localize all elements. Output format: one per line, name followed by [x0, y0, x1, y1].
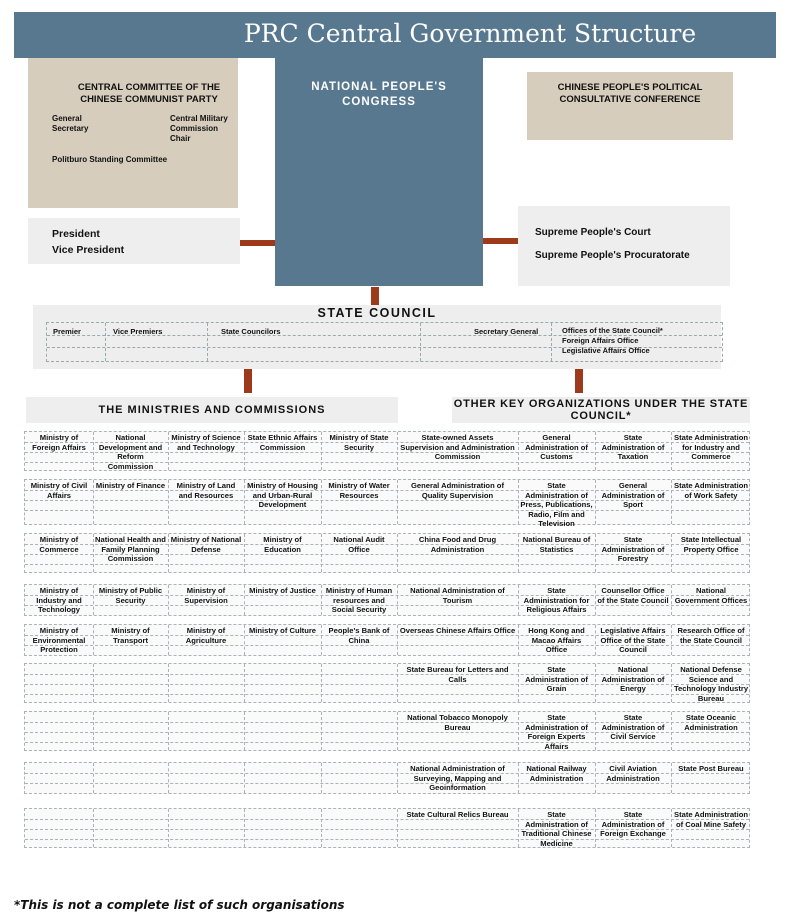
grid-col-line	[321, 664, 322, 702]
grid-col-line	[518, 585, 519, 615]
grid-col-line	[244, 809, 245, 847]
sc-secretary-general-label: Secretary General	[474, 327, 539, 336]
organization-cell: State Intellectual Property Office	[680, 535, 742, 554]
grid-col-line	[168, 712, 169, 750]
grid-row-line	[25, 564, 749, 565]
cmc-chair-label: Central Military Commission Chair	[170, 114, 228, 143]
ministry-cell: Ministry of Justice	[249, 586, 316, 595]
grid-col-line	[595, 432, 596, 470]
organization-cell: State Administration of Coal Mine Safety	[674, 810, 748, 829]
grid-col-line	[93, 432, 94, 470]
grid-col-line	[518, 664, 519, 702]
grid-col-line	[244, 625, 245, 655]
ministry-cell: Ministry of Education	[263, 535, 302, 554]
grid-col-line	[397, 585, 398, 615]
grid-col-line	[244, 763, 245, 793]
footnote: *This is not a complete list of such organisations	[14, 898, 345, 912]
grid-col-line	[321, 763, 322, 793]
organization-cell: State Administration of Traditional Chinese Medicine	[521, 810, 592, 848]
organization-cell: Civil Aviation Administration	[606, 764, 660, 783]
grid-col-line	[321, 480, 322, 524]
grid-col-line	[397, 712, 398, 750]
grid-col-line	[244, 712, 245, 750]
grid-row-line	[25, 742, 749, 743]
grid-col-line	[168, 534, 169, 572]
organization-cell: State Cultural Relics Bureau	[406, 810, 509, 819]
connector-president-npc	[240, 240, 275, 246]
ministry-cell: Ministry of Agriculture	[185, 626, 227, 645]
organization-cell: National Administration of Energy	[601, 665, 665, 694]
grid-col-line	[397, 809, 398, 847]
vice-president-label: Vice President	[52, 244, 125, 256]
grid-col-line	[168, 664, 169, 702]
organization-cell: State Administration of Taxation	[601, 433, 665, 462]
org-group	[24, 479, 750, 529]
ministry-cell: Ministry of National Defense	[170, 535, 242, 554]
grid-col-line	[168, 625, 169, 655]
organization-cell: National Government Offices	[674, 586, 748, 605]
organization-cell: China Food and Drug Administration	[418, 535, 497, 554]
grid-col-line	[397, 763, 398, 793]
grid-col-line	[397, 480, 398, 524]
ministry-cell: Ministry of Civil Affairs	[30, 481, 88, 500]
organization-cell: State Bureau for Letters and Calls	[406, 665, 509, 684]
ministry-cell: Ministry of Finance	[95, 481, 166, 490]
grid-col-line	[93, 763, 94, 793]
ministry-cell: National Health and Family Planning Commission	[95, 535, 166, 564]
psc-label: Politburo Standing Committee	[52, 155, 168, 164]
ministry-cell: National Audit Office	[333, 535, 385, 554]
ministry-cell: Ministry of Public Security	[98, 586, 163, 605]
grid-col-line	[321, 809, 322, 847]
grid-col-line	[671, 480, 672, 524]
grid-col-line	[518, 712, 519, 750]
ccp-title: CENTRAL COMMITTEE OF THE CHINESE COMMUNIST PARTY	[77, 82, 221, 105]
organization-cell: State Administration of Work Safety	[674, 481, 748, 500]
grid-col-line	[168, 480, 169, 524]
ministry-cell: Ministry of Human resources and Social Security	[325, 586, 393, 615]
grid-col-line	[397, 664, 398, 702]
organization-cell: National Defense Science and Technology Industry Bureau	[673, 665, 749, 703]
org-group	[24, 808, 750, 848]
organization-cell: State Administration for Religious Affairs	[523, 586, 590, 615]
grid-col-line	[595, 763, 596, 793]
grid-col-line	[168, 432, 169, 470]
organization-cell: State Post Bureau	[678, 764, 744, 773]
procuratorate-label: Supreme People's Procuratorate	[535, 250, 690, 261]
sc-col-divider	[207, 323, 208, 361]
organization-cell: Legislative Affairs Office of the State Council	[600, 626, 666, 655]
ministry-cell: People's Bank of China	[328, 626, 390, 645]
org-group	[24, 584, 750, 616]
ministry-cell: Ministry of Commerce	[39, 535, 79, 554]
organization-cell: Research Office of the State Council	[677, 626, 745, 645]
grid-col-line	[321, 534, 322, 572]
sc-vice-premiers-label: Vice Premiers	[113, 327, 163, 336]
grid-col-line	[93, 712, 94, 750]
sc-col-divider	[420, 323, 421, 361]
grid-col-line	[671, 625, 672, 655]
grid-col-line	[321, 585, 322, 615]
grid-col-line	[671, 712, 672, 750]
organization-cell: General Administration of Quality Supervision	[411, 481, 504, 500]
supreme-court-label: Supreme People's Court	[535, 227, 651, 238]
organization-cell: Hong Kong and Macao Affairs Office	[528, 626, 585, 655]
sc-foreign-affairs-office: Foreign Affairs Office	[562, 336, 639, 345]
grid-col-line	[168, 809, 169, 847]
organization-cell: General Administration of Sport	[601, 481, 665, 510]
grid-col-line	[93, 809, 94, 847]
ministry-cell: Ministry of Environmental Protection	[32, 626, 86, 655]
page-title: PRC Central Government Structure	[243, 19, 697, 48]
organization-cell: National Administration of Tourism	[410, 586, 505, 605]
org-group	[24, 431, 750, 471]
president-box	[28, 218, 240, 264]
organization-cell: National Administration of Surveying, Mapping and Geoinformation	[410, 764, 505, 793]
organization-cell: State Administration of Civil Service	[601, 713, 665, 742]
grid-col-line	[244, 534, 245, 572]
state-council-table	[46, 322, 723, 362]
grid-row-line	[25, 839, 749, 840]
org-group	[24, 533, 750, 573]
grid-row-line	[25, 510, 749, 511]
ministry-cell: Ministry of Supervision	[184, 586, 228, 605]
grid-col-line	[321, 625, 322, 655]
org-group	[24, 624, 750, 656]
grid-col-line	[397, 432, 398, 470]
grid-col-line	[397, 625, 398, 655]
grid-col-line	[518, 763, 519, 793]
grid-col-line	[244, 585, 245, 615]
grid-col-line	[397, 534, 398, 572]
grid-col-line	[321, 712, 322, 750]
grid-col-line	[244, 664, 245, 702]
ministry-cell: Ministry of Culture	[248, 626, 317, 635]
npc-label: NATIONAL PEOPLE'S CONGRESS	[311, 81, 447, 108]
organization-cell: State-owned Assets Supervision and Administration Commission	[400, 433, 515, 462]
grid-row-line	[25, 694, 749, 695]
sc-premier-label: Premier	[53, 327, 81, 336]
organization-cell: National Tobacco Monopoly Bureau	[407, 713, 508, 732]
organization-cell: State Administration of Foreign Exchange	[600, 810, 666, 839]
ministry-cell: Ministry of Water Resources	[328, 481, 390, 500]
others-header: OTHER KEY ORGANIZATIONS UNDER THE STATE COUNCIL*	[453, 398, 749, 422]
ministry-cell: Ministry of Housing and Urban-Rural Development	[247, 481, 318, 510]
grid-col-line	[595, 809, 596, 847]
organization-cell: State Administration of Grain	[525, 665, 588, 694]
ministry-cell: Ministry of Transport	[111, 626, 150, 645]
organization-cell: State Oceanic Administration	[684, 713, 738, 732]
sc-col-divider	[551, 323, 552, 361]
grid-col-line	[671, 809, 672, 847]
grid-col-line	[518, 432, 519, 470]
grid-col-line	[244, 480, 245, 524]
grid-col-line	[595, 625, 596, 655]
grid-col-line	[671, 534, 672, 572]
organization-cell: Counsellor Office of the State Council	[597, 586, 669, 605]
org-group	[24, 762, 750, 794]
grid-col-line	[321, 432, 322, 470]
org-group	[24, 711, 750, 751]
ministry-cell: Ministry of State Security	[329, 433, 389, 452]
courts-box	[518, 206, 730, 286]
grid-col-line	[595, 664, 596, 702]
grid-col-line	[168, 585, 169, 615]
grid-col-line	[93, 664, 94, 702]
ministry-cell: Ministry of Land and Resources	[176, 481, 236, 500]
grid-col-line	[518, 625, 519, 655]
sc-col-divider	[105, 323, 106, 361]
grid-col-line	[168, 763, 169, 793]
connector-npc-statecouncil	[371, 287, 379, 305]
grid-col-line	[595, 585, 596, 615]
sc-legislative-affairs-office: Legislative Affairs Office	[562, 346, 650, 355]
organization-cell: General Administration of Customs	[525, 433, 588, 462]
organization-cell: State Administration of Press, Publications, Radio, Film and Television	[520, 481, 593, 529]
organization-cell: National Railway Administration	[526, 764, 587, 783]
grid-col-line	[595, 712, 596, 750]
org-group	[24, 663, 750, 703]
grid-col-line	[671, 585, 672, 615]
ministry-cell: Ministry of Science and Technology	[171, 433, 241, 452]
ministry-cell: National Development and Reform Commission	[98, 433, 163, 471]
connector-sc-others	[575, 369, 583, 393]
ministry-cell: Ministry of Foreign Affairs	[32, 433, 86, 452]
connector-sc-ministries	[244, 369, 252, 393]
grid-col-line	[518, 480, 519, 524]
ministry-cell: Ministry of Industry and Technology	[36, 586, 82, 615]
grid-col-line	[671, 432, 672, 470]
grid-col-line	[595, 480, 596, 524]
grid-col-line	[518, 809, 519, 847]
organization-cell: National Bureau of Statistics	[522, 535, 591, 554]
grid-col-line	[671, 664, 672, 702]
organization-cell: State Administration of Foreign Experts Affairs	[525, 713, 588, 751]
cppcc-label: CHINESE PEOPLE'S POLITICAL CONSULTATIVE CONFERENCE	[557, 82, 703, 105]
president-label: President	[52, 228, 100, 240]
ministry-cell: State Ethnic Affairs Commission	[247, 433, 318, 452]
grid-col-line	[595, 534, 596, 572]
state-council-title: STATE COUNCIL	[317, 306, 437, 320]
grid-col-line	[518, 534, 519, 572]
sc-offices-label: Offices of the State Council*	[562, 326, 663, 335]
grid-col-line	[93, 534, 94, 572]
grid-col-line	[671, 763, 672, 793]
grid-col-line	[93, 625, 94, 655]
ministries-header: THE MINISTRIES AND COMMISSIONS	[98, 404, 326, 416]
grid-col-line	[244, 432, 245, 470]
sc-councilors-label: State Councilors	[221, 327, 281, 336]
organization-cell: State Administration of Forestry	[601, 535, 665, 564]
organization-cell: State Administration for Industry and Commerce	[674, 433, 748, 462]
connector-npc-courts	[483, 238, 518, 244]
grid-col-line	[93, 480, 94, 524]
grid-col-line	[93, 585, 94, 615]
general-secretary-label: General Secretary	[52, 114, 89, 133]
organization-cell: Overseas Chinese Affairs Office	[399, 626, 516, 635]
